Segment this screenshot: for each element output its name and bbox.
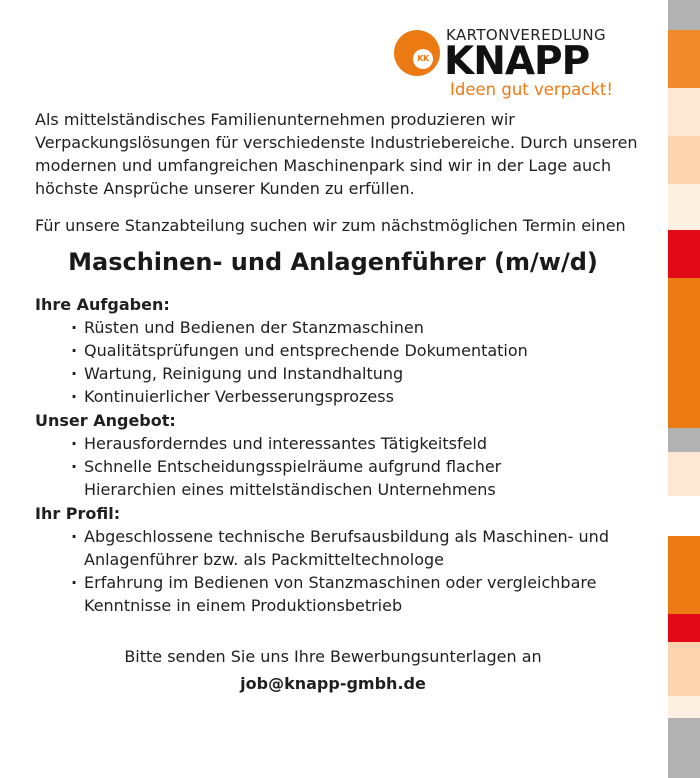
- section-heading-profile: Ihr Profil:: [35, 504, 121, 523]
- logo-line-kartonveredlung: KARTONVEREDLUNG: [446, 26, 606, 44]
- stripe-segment: [668, 428, 700, 452]
- stripe-segment: [668, 496, 700, 536]
- job-ad-content: [35, 108, 655, 695]
- stripe-segment: [668, 230, 700, 278]
- profile-list: [35, 525, 655, 617]
- offer-list: [35, 432, 655, 501]
- stripe-segment: [668, 136, 700, 184]
- stripe-segment: [668, 642, 700, 696]
- list-item: · Abgeschlossene technische Berufsausbildung als Maschinen- und Anlagenführer bzw. als Packmitteltechnologe: [71, 525, 619, 571]
- logo-line-knapp: KNAPP: [444, 39, 590, 84]
- stripe-segment: [668, 30, 700, 88]
- stripe-segment: [668, 278, 700, 428]
- decorative-stripe-column: [668, 0, 700, 778]
- stripe-segment: [668, 0, 700, 30]
- list-item: · Herausforderndes und interessantes Tätigkeitsfeld: [71, 432, 655, 455]
- list-item: · Schnelle Entscheidungsspielräume aufgrund flacher Hierarchien eines mittelständischen Unternehmens: [71, 455, 544, 501]
- list-item: · Qualitätsprüfungen und entsprechende Dokumentation: [71, 339, 655, 362]
- stripe-segment: [668, 536, 700, 614]
- logo-tagline: Ideen gut verpackt!: [450, 80, 613, 99]
- list-item: · Kontinuierlicher Verbesserungsprozess: [71, 385, 655, 408]
- tasks-list: [35, 316, 655, 408]
- stripe-segment: [668, 696, 700, 718]
- stripe-segment: [668, 718, 700, 778]
- stripe-segment: [668, 614, 700, 642]
- list-item: · Erfahrung im Bedienen von Stanzmaschinen oder vergleichbare Kenntnisse in einem Produktionsbetrieb: [71, 571, 644, 617]
- contact-email-link[interactable]: job@knapp-gmbh.de: [240, 674, 426, 693]
- section-heading-offer: Unser Angebot:: [35, 411, 176, 430]
- job-title: Maschinen- und Anlagenführer (m/w/d): [68, 248, 598, 276]
- list-item: · Rüsten und Bedienen der Stanzmaschinen: [71, 316, 655, 339]
- list-item: · Wartung, Reinigung und Instandhaltung: [71, 362, 655, 385]
- stripe-segment: [668, 184, 700, 230]
- logo-kk-badge: KK: [413, 49, 433, 69]
- intro-paragraph: Als mittelständisches Familienunternehmen produzieren wir Verpackungslösungen für verschiedenste Industriebereiche. Durch unseren modernen und umfangreichen Maschinenpark sind wir in der Lage auch höchste Ansprüche unserer Kunden zu erfüllen.: [35, 110, 638, 198]
- stripe-segment: [668, 88, 700, 136]
- section-heading-tasks: Ihre Aufgaben:: [35, 295, 170, 314]
- stripe-segment: [668, 452, 700, 496]
- company-logo: [394, 22, 634, 110]
- search-paragraph: Für unsere Stanzabteilung suchen wir zum nächstmöglichen Termin einen: [35, 216, 626, 235]
- application-note: Bitte senden Sie uns Ihre Bewerbungsunterlagen an: [124, 647, 542, 666]
